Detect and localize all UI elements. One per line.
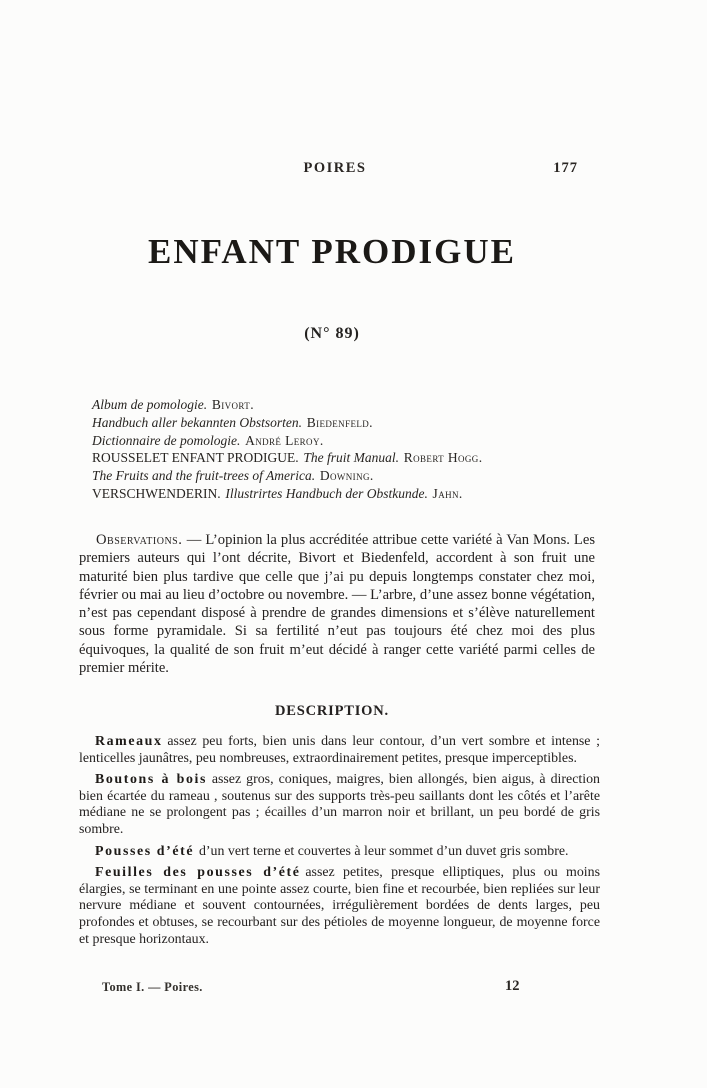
observations-text: — L’opinion la plus accréditée attribue cette variété à Van Mons. Les premiers auteurs qui l’ont décrite, Bivort et Biedenfeld, accordent à son fruit une maturité bien plus tardive que celle que j’ai pu depuis longtemps constater chez moi, février ou mai au lieu d’octobre ou novembre. — L’arbre, d’une assez bonne végétation, n’est pas cependant disposé à prendre de grandes dimensions et s’élève naturellement sous forme pyramidale. Si sa fertilité n’eut pas toujours été chez moi des plus équivoques, la qualité de son fruit m’eut décidé à ranger cette variété parmi celles de premier mérite. — [79, 532, 595, 677]
bibliography-list — [92, 396, 597, 503]
description-heading: DESCRIPTION. — [275, 703, 389, 719]
description-body — [79, 734, 600, 953]
paragraph-lead: Boutons à bois — [95, 772, 207, 788]
work-title: Dictionnaire de pomologie. — [92, 432, 241, 448]
paragraph-lead: Rameaux — [95, 734, 163, 749]
description-paragraph — [79, 734, 600, 767]
page-footer — [78, 980, 594, 1000]
bibliography-entry — [92, 414, 597, 432]
author-name: André Leroy. — [245, 432, 324, 448]
bibliography-entry — [92, 467, 597, 485]
bibliography-entry — [92, 449, 597, 467]
author-name: Biedenfeld. — [306, 414, 373, 430]
work-title: The Fruits and the fruit-trees of America. — [92, 468, 316, 484]
observations-paragraph — [79, 531, 595, 677]
paragraph-lead: Pousses d’été — [95, 843, 195, 859]
author-name: Jahn. — [432, 485, 463, 501]
synonym-prefix: VERSCHWENDERIN. — [92, 485, 221, 501]
variety-number: (N° 89) — [304, 325, 360, 342]
paragraph-text: assez petites, presque elliptiques, plus ou moins élargies, se terminant en une pointe assez courte, bien fine et recourbée, bien repliées sur leur nervure médiane et souvent contournées, irrégulièrement bordées de dents larges, peu profondes et obtuses, se recourbant sur des pétioles de moyenne longueur, de moyenne force et presque horizontaux. — [79, 865, 600, 947]
page-number: 177 — [553, 160, 578, 176]
author-name: Downing. — [319, 468, 374, 484]
description-paragraph — [79, 865, 600, 948]
author-name: Bivort. — [211, 397, 254, 412]
paragraph-text: assez gros, coniques, maigres, bien allongés, bien aigus, à direction bien écartée du rameau , soutenus sur des supports très-peu saillants dont les côtés et l’arête médiane ne se prolongent pas ; écailles d’un marron noir et brillant, un peu bordé de gris sombre. — [79, 772, 600, 837]
work-title: Illustrirtes Handbuch der Obstkunde. — [225, 485, 428, 501]
paragraph-text: d’un vert terne et couvertes à leur sommet d’un duvet gris sombre. — [198, 843, 569, 859]
description-paragraph — [79, 772, 600, 838]
footer-signature-number: 12 — [505, 978, 520, 994]
observations-label: Observations. — [96, 532, 183, 548]
running-header — [78, 160, 592, 180]
bibliography-entry — [92, 432, 597, 450]
running-title: POIRES — [303, 160, 367, 176]
paragraph-text: assez peu forts, bien unis dans leur contour, d’un vert sombre et intense ; lenticelles jaunâtres, peu nombreuses, extraordinairement petites, presque imperceptibles. — [79, 734, 600, 766]
footer-volume-label: Tome I. — Poires. — [102, 980, 203, 994]
work-title: Handbuch aller bekannten Obstsorten. — [92, 414, 302, 430]
bibliography-entry — [92, 396, 597, 414]
paragraph-lead: Feuilles des pousses d’été — [95, 865, 301, 881]
work-title: The fruit Manual. — [303, 450, 399, 466]
description-paragraph — [79, 844, 600, 861]
work-title: Album de pomologie. — [92, 397, 208, 412]
bibliography-entry — [92, 485, 597, 503]
author-name: Robert Hogg. — [403, 450, 483, 466]
synonym-prefix: ROUSSELET ENFANT PRODIGUE. — [92, 450, 299, 466]
variety-title: ENFANT PRODIGUE — [147, 232, 517, 271]
